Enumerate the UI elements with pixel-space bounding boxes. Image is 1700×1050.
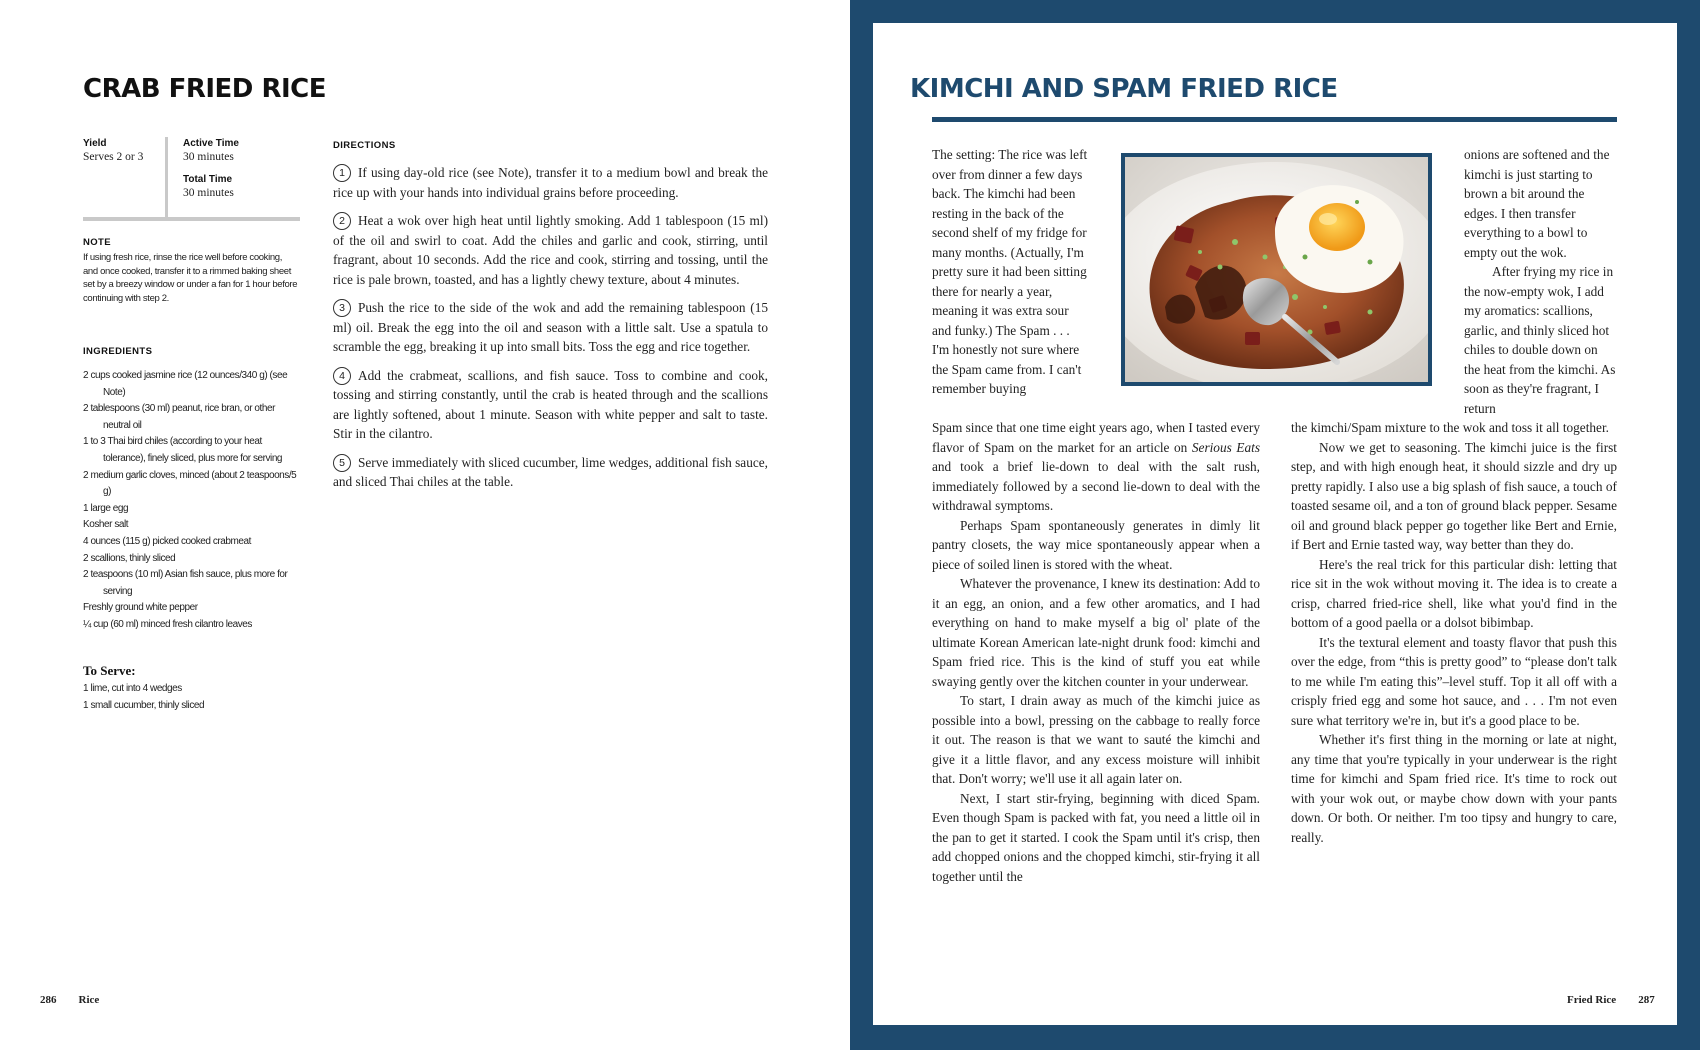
time-block [183, 137, 300, 200]
direction-step [333, 453, 768, 492]
serve-item: 1 small cucumber, thinly sliced [83, 699, 205, 711]
directions-list [333, 163, 768, 501]
step-text: If using day-old rice (see Note), transfer it to a medium bowl and break the rice up with your hands into individual grains before proceeding. [333, 165, 768, 200]
story-paragraph: It's the textural element and toasty flavor that push this over the edge, from “this is pretty good” to “please don't talk to me while I'm eating this”–level stuff. Top it all off with a crisply fried egg and some hot sauce, and . . . I'm not even sure what territory we're in, but it's a good place to be. [1291, 634, 1617, 728]
step-number-circle: 3 [333, 299, 351, 317]
active-time-value: 30 minutes [183, 151, 234, 163]
yield-block [83, 137, 166, 164]
story-column-2-top [1464, 145, 1617, 418]
ingredient-item: 2 teaspoons (10 ml) Asian fish sauce, plus more for serving [83, 569, 288, 597]
recipe-meta-box [83, 137, 300, 221]
serve-item: 1 lime, cut into 4 wedges [83, 683, 182, 694]
total-time-value: 30 minutes [183, 187, 234, 199]
story-paragraph: Next, I start stir-frying, beginning with diced Spam. Even though Spam is packed with fat, you need a little oil in the pan to get it started. I cook the Spam until it's crisp, then add chopped onions and the chopped kimchi, stir-frying it all together until the [932, 790, 1260, 884]
direction-step [333, 163, 768, 202]
left-folio [40, 994, 99, 1006]
story-paragraph: Whatever the provenance, I knew its destination: Add to it an egg, an onion, and a few other aromatics, and I had everything on hand to make myself a big ol' plate of the ultimate Korean American late-night drunk food: kimchi and Spam fried rice. This is the kind of stuff you eat while swaying gently over the kitchen counter in your underwear. [932, 576, 1260, 689]
directions-heading: DIRECTIONS [333, 140, 396, 151]
ingredient-item: Kosher salt [83, 519, 129, 531]
note-heading: NOTE [83, 237, 111, 248]
ingredient-item: 2 cups cooked jasmine rice (12 ounces/340 g) (see Note) [83, 370, 288, 398]
story-text: and took a brief lie-down to deal with the salt rush, immediately followed by a second lie-down to deal with the withdrawal symptoms. [932, 459, 1260, 513]
fried-rice-photo-image [1125, 157, 1428, 382]
right-folio [1567, 994, 1655, 1006]
ingredient-item: 2 medium garlic cloves, minced (about 2 teaspoons/5 g) [83, 469, 297, 498]
ingredient-item: 1 large egg [83, 502, 129, 514]
story-title: KIMCHI AND SPAM FRIED RICE [910, 74, 1338, 104]
meta-divider [165, 137, 168, 217]
story-paragraph: Perhaps Spam spontaneously generates in dimly lit pantry closets, the way mice spontaneously appear when a piece of soiled linen is stored with the wheat. [932, 517, 1260, 572]
step-text: Heat a wok over high heat until lightly smoking. Add 1 tablespoon (15 ml) of the oil and swirl to coat. Add the chiles and garlic and cook, stirring, until fragrant, about 10 seconds. Add the rice and cook, stirring and tossing, until the rice is pale brown, toasted, and has a lightly chewy texture, about 4 minutes. [333, 213, 768, 287]
to-serve-heading: To Serve: [83, 663, 136, 678]
story-paragraph: Here's the real trick for this particular dish: letting that rice sit in the wok without moving it. The idea is to create a crisp, charred fried-rice shell, like what you'd find in the bottom of a good paella or a dolsot bibimbap. [1291, 556, 1617, 630]
ingredient-item: Freshly ground white pepper [83, 602, 198, 614]
step-number-circle: 2 [333, 212, 351, 230]
note-text: If using fresh rice, rinse the rice well before cooking, and once cooked, transfer it to a rimmed baking sheet set by a breezy window or under a fan for 1 hour before continuing with step 2. [83, 252, 298, 305]
story-paragraph: the kimchi/Spam mixture to the wok and toss it all together. [1291, 420, 1609, 435]
ingredients-list [83, 368, 301, 634]
page-number: 286 [40, 994, 57, 1006]
publication-name: Serious Eats [1191, 439, 1260, 455]
story-column-1-top [932, 145, 1088, 399]
step-number-circle: 1 [333, 164, 351, 182]
story-paragraph: The setting: The rice was left over from dinner a few days back. The kimchi had been resting in the back of the second shelf of my fridge for many months. (Actually, I'm pretty sure it had been sitting there for nearly a year, meaning it was extra sour and funky.) The Spam . . . I'm honestly not sure where the Spam came from. I can't remember buying [932, 147, 1088, 396]
step-number-circle: 5 [333, 454, 351, 472]
section-name: Fried Rice [1567, 994, 1617, 1006]
story-column-2 [1291, 418, 1617, 847]
direction-step [333, 211, 768, 289]
yield-label: Yield [83, 138, 107, 149]
story-paragraph: After frying my rice in the now-empty wok, I add my aromatics: scallions, garlic, and thinly sliced hot chiles to double down on the heat from the kimchi. As soon as they're fragrant, I return [1464, 264, 1616, 416]
ingredient-item: 2 tablespoons (30 ml) peanut, rice bran, or other neutral oil [83, 403, 275, 431]
story-paragraph [932, 418, 1260, 516]
ingredient-item: 2 scallions, thinly sliced [83, 552, 176, 564]
step-number-circle: 4 [333, 367, 351, 385]
page-number: 287 [1638, 994, 1655, 1006]
ingredients-heading: INGREDIENTS [83, 346, 153, 357]
total-time-label: Total Time [183, 174, 233, 185]
ingredient-item: 1 to 3 Thai bird chiles (according to your heat tolerance), finely sliced, plus more for serving [83, 436, 283, 464]
direction-step [333, 298, 768, 357]
active-time-label: Active Time [183, 138, 239, 149]
step-text: Serve immediately with sliced cucumber, lime wedges, additional fish sauce, and sliced Thai chiles at the table. [333, 454, 768, 489]
story-paragraph: To start, I drain away as much of the kimchi juice as possible into a bowl, pressing on the cabbage to really force it out. The reason is that we want to sauté the kimchi and give it a little flavor, and any excess moisture will inhibit that. Don't worry; we'll use it all again later on. [932, 693, 1260, 786]
ingredient-item: 4 ounces (115 g) picked cooked crabmeat [83, 535, 251, 547]
story-column-1 [932, 418, 1260, 886]
story-paragraph: Now we get to seasoning. The kimchi juice is the first step, and with high enough heat, it should sizzle and dry up pretty rapidly. I also use a big splash of fish sauce, a touch of toasted sesame oil, and a ton of ground black pepper. Sesame oil and ground black pepper go together like Bert and Ernie, if Bert and Ernie tasted way, way better than they do. [1291, 439, 1617, 552]
section-name: Rice [78, 994, 100, 1006]
fried-rice-photo [1121, 153, 1432, 386]
step-text: Add the crabmeat, scallions, and fish sauce. Toss to combine and cook, tossing and stirring constantly, until the crab is heated through and the scallions are lightly softened, about 1 minute. Season with white pepper and salt to taste. Stir in the cilantro. [333, 367, 768, 441]
story-text: Spam since that one time eight years ago, when I tasted every flavor of Spam on the market for an article on [932, 420, 1260, 455]
yield-value: Serves 2 or 3 [83, 151, 144, 163]
recipe-title: CRAB FRIED RICE [83, 74, 326, 104]
story-paragraph: onions are softened and the kimchi is just starting to brown a bit around the edges. I then transfer everything to a bowl to empty out the wok. [1464, 147, 1610, 260]
ingredient-item: ¼ cup (60 ml) minced fresh cilantro leaves [83, 618, 252, 630]
to-serve-list [83, 681, 301, 714]
title-rule [932, 117, 1617, 122]
step-text: Push the rice to the side of the wok and add the remaining tablespoon (15 ml) oil. Break the egg into the oil and season with a little salt. Use a spatula to scramble the egg, breaking it up into small bits. Toss the egg and rice together. [333, 300, 768, 354]
story-paragraph: Whether it's first thing in the morning or late at night, any time that you're typically in your underwear is the right time for kimchi and Spam fried rice. It's time to rock out with your wok out, or maybe chow down with your pants down. Or both. Or neither. I'm too tipsy and hungry to care, really. [1291, 732, 1617, 845]
direction-step [333, 366, 768, 444]
